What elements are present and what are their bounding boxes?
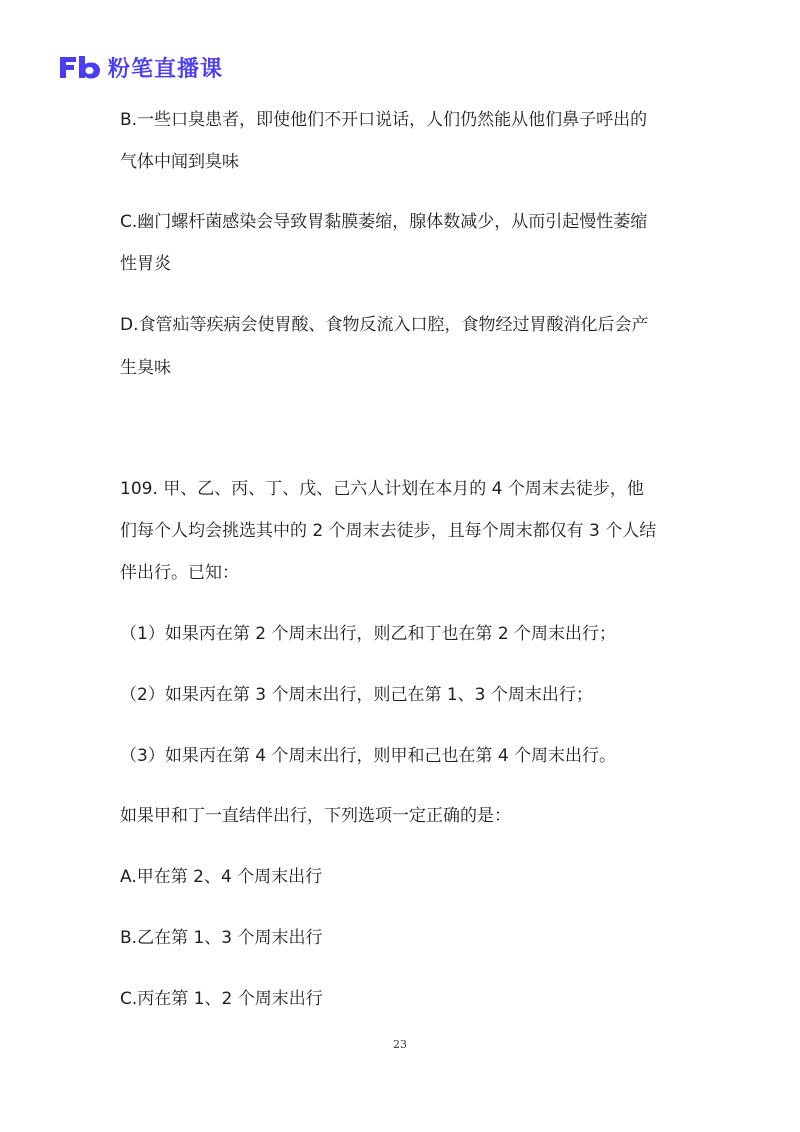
header [58, 52, 223, 82]
condition-3: （3）如果丙在第 4 个周末出行，则甲和己也在第 4 个周末出行。 [120, 746, 617, 766]
condition-2: （2）如果丙在第 3 个周末出行，则己在第 1、3 个周末出行； [120, 685, 593, 705]
option-b-line1: B.一些口臭患者，即使他们不开口说话，人们仍然能从他们鼻子呼出的 [120, 110, 648, 130]
option-c-line1: C.幽门螺杆菌感染会导致胃黏膜萎缩，腺体数减少，从而引起慢性萎缩 [120, 212, 648, 232]
question-stem-line2: 们每个人均会挑选其中的 2 个周末去徒步，且每个周末都仅有 3 个人结 [120, 521, 657, 541]
question-stem-line3: 伴出行。已知： [120, 563, 239, 583]
page-number: 23 [393, 1038, 407, 1051]
option-d-line2: 生臭味 [120, 358, 171, 378]
question-stem-line1: 109. 甲、乙、丙、丁、戊、己六人计划在本月的 4 个周末去徒步，他 [120, 479, 644, 499]
brand-name: 粉笔直播课 [108, 56, 224, 82]
answer-option-a: A.甲在第 2、4 个周末出行 [120, 867, 323, 887]
fb-logo-icon [58, 54, 102, 80]
option-b-line2: 气体中闻到臭味 [120, 152, 239, 172]
condition-1: （1）如果丙在第 2 个周末出行，则乙和丁也在第 2 个周末出行； [120, 624, 617, 644]
option-c-line2: 性胃炎 [120, 254, 171, 274]
answer-option-b: B.乙在第 1、3 个周末出行 [120, 928, 323, 948]
option-d-line1: D.食管疝等疾病会使胃酸、食物反流入口腔，食物经过胃酸消化后会产 [120, 315, 649, 335]
answer-option-c: C.丙在第 1、2 个周末出行 [120, 989, 323, 1009]
question-prompt: 如果甲和丁一直结伴出行，下列选项一定正确的是： [120, 806, 511, 826]
